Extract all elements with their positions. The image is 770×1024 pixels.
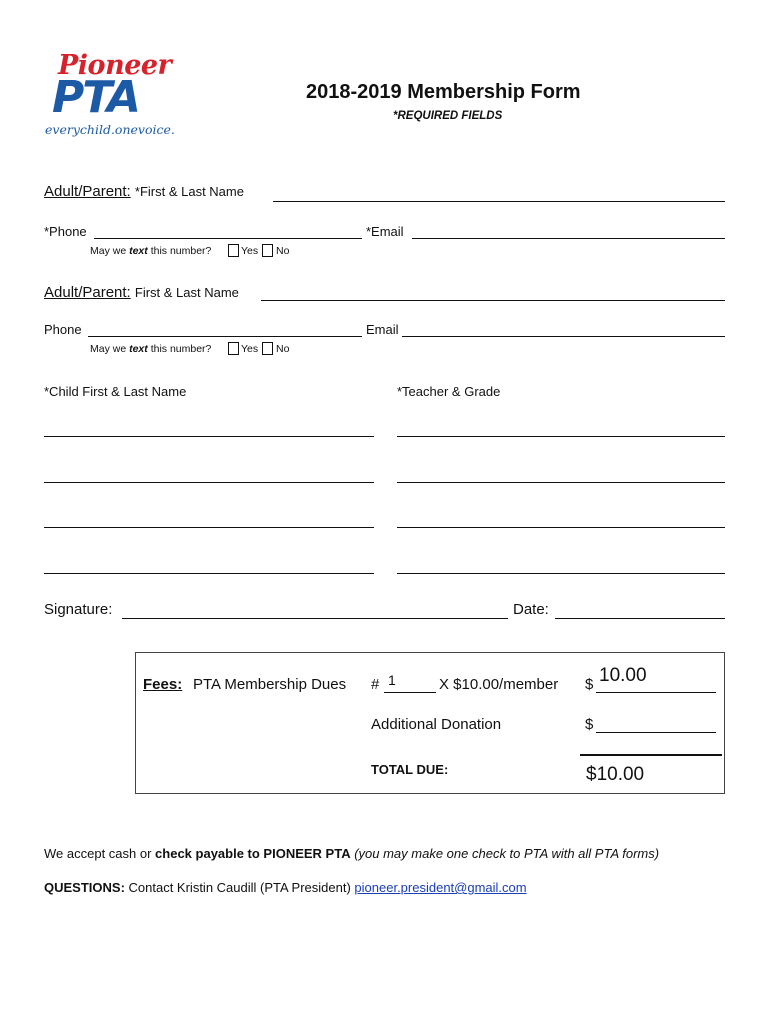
parent2-phone-label: Phone [44,322,82,337]
teacher-grade-field-3[interactable] [397,527,725,528]
questions-label: QUESTIONS: [44,880,125,895]
donation-label: Additional Donation [371,716,502,733]
logo-tagline: everychild.onevoice. [45,122,175,137]
teacher-grade-field-1[interactable] [397,436,725,437]
parent2-yes-checkbox[interactable] [228,342,239,355]
payment-note-bold: check payable to PIONEER PTA [155,846,351,861]
parent1-section-label [44,183,244,200]
child-name-field-3[interactable] [44,527,374,528]
text-question-emph: text [129,343,148,355]
text-question-suffix: this number? [147,245,212,257]
parent2-email-field[interactable] [402,336,725,337]
child-name-field-1[interactable] [44,436,374,437]
donation-amount-field[interactable] [596,732,716,733]
signature-label: Signature: [44,601,113,618]
payment-note-italic: (you may make one check to PTA with all PTA forms) [350,846,660,861]
parent1-phone-field[interactable] [94,238,362,239]
child-name-field-2[interactable] [44,482,374,483]
parent1-yes-checkbox[interactable] [228,244,239,257]
parent2-no-checkbox[interactable] [262,342,273,355]
parent2-name-label: First & Last Name [134,285,239,300]
date-field[interactable] [555,618,725,619]
dues-amount-field[interactable] [596,692,716,693]
parent2-email-label: Email [366,322,399,337]
parent1-text-question [90,245,211,257]
parent1-name-field[interactable] [273,201,725,202]
parent2-section-label [44,284,239,301]
payment-note-prefix: We accept cash or [44,846,156,861]
text-question-suffix: this number? [147,343,212,355]
teacher-grade-field-4[interactable] [397,573,725,574]
fees-label: Fees: [143,676,183,693]
parent1-no-label: No [276,245,290,257]
signature-field[interactable] [122,618,508,619]
form-title: 2018-2019 Membership Form [306,81,581,103]
child-name-field-4[interactable] [44,573,374,574]
parent2-no-label: No [276,343,290,355]
parent2-text-question [90,343,211,355]
text-question-prefix: May we [90,343,130,355]
payment-note [44,846,659,861]
parent1-email-field[interactable] [412,238,725,239]
date-label: Date: [513,601,549,618]
parent2-section-title: Adult/Parent: [44,284,131,301]
dues-dollar-sign: $ [585,676,594,693]
parent1-phone-label: *Phone [44,224,87,239]
total-due-label: TOTAL DUE: [371,762,449,777]
logo-word: Pioneer [58,50,172,81]
dues-label: PTA Membership Dues [193,676,347,693]
member-count-value: 1 [388,672,396,688]
teacher-grade-label: *Teacher & Grade [397,384,501,399]
parent2-name-field[interactable] [261,300,725,301]
required-note: *REQUIRED FIELDS [393,110,503,122]
total-due-value: $10.00 [586,764,645,785]
rate-label: X $10.00/member [439,676,559,693]
hash-label: # [371,676,380,693]
parent1-name-label: *First & Last Name [134,184,244,199]
parent2-yes-label: Yes [241,343,259,355]
child-name-label: *Child First & Last Name [44,384,187,399]
parent1-section-title: Adult/Parent: [44,183,131,200]
logo-mark: PTA [52,72,139,123]
text-question-prefix: May we [90,245,130,257]
parent1-no-checkbox[interactable] [262,244,273,257]
total-rule [580,754,722,756]
member-count-field[interactable] [384,692,436,693]
parent2-phone-field[interactable] [88,336,362,337]
teacher-grade-field-2[interactable] [397,482,725,483]
text-question-emph: text [129,245,148,257]
parent1-email-label: *Email [366,224,404,239]
questions-line [44,880,527,895]
dues-amount-value: 10.00 [599,665,647,686]
donation-dollar-sign: $ [585,716,594,733]
questions-text: Contact Kristin Caudill (PTA President) [124,880,355,895]
president-email-link[interactable]: pioneer.president@gmail.com [354,880,527,895]
parent1-yes-label: Yes [241,245,259,257]
